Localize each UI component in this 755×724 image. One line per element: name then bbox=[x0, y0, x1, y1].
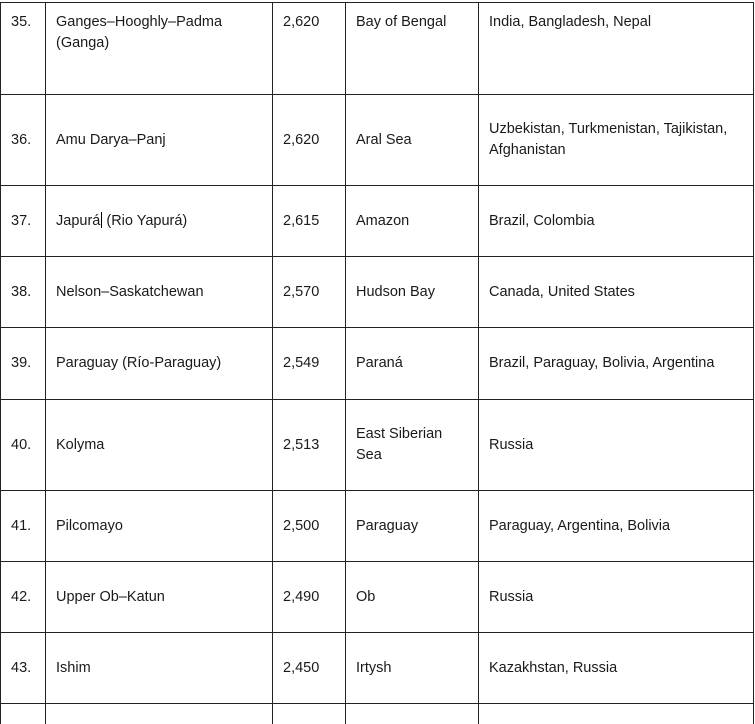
river-name-cell[interactable]: Ishim bbox=[46, 633, 273, 704]
countries-cell[interactable]: Brazil, Colombia bbox=[479, 186, 754, 257]
rank-cell[interactable]: 38. bbox=[1, 257, 46, 328]
table-row bbox=[1, 704, 754, 724]
river-name-part: Japurá bbox=[56, 212, 101, 229]
rank-cell[interactable]: 41. bbox=[1, 491, 46, 562]
document-table-region bbox=[0, 2, 754, 724]
rank-cell[interactable]: 36. bbox=[1, 95, 46, 186]
table-row bbox=[1, 400, 754, 491]
river-name-cell[interactable]: Nelson–Saskatchewan bbox=[46, 257, 273, 328]
length-cell[interactable] bbox=[273, 704, 346, 724]
river-name-cell[interactable] bbox=[46, 704, 273, 724]
length-cell[interactable]: 2,620 bbox=[273, 95, 346, 186]
length-cell[interactable]: 2,490 bbox=[273, 562, 346, 633]
river-name-cell[interactable]: Upper Ob–Katun bbox=[46, 562, 273, 633]
length-cell[interactable]: 2,513 bbox=[273, 400, 346, 491]
rank-cell[interactable]: 43. bbox=[1, 633, 46, 704]
outflow-cell[interactable] bbox=[346, 704, 479, 724]
river-name-cell[interactable]: Paraguay (Río-Paraguay) bbox=[46, 328, 273, 400]
rank-cell[interactable]: 40. bbox=[1, 400, 46, 491]
countries-cell[interactable]: Paraguay, Argentina, Bolivia bbox=[479, 491, 754, 562]
rivers-table bbox=[0, 2, 754, 724]
table-row bbox=[1, 257, 754, 328]
length-cell[interactable]: 2,500 bbox=[273, 491, 346, 562]
countries-cell[interactable]: Brazil, Paraguay, Bolivia, Argentina bbox=[479, 328, 754, 400]
table-row bbox=[1, 491, 754, 562]
river-name-cell[interactable] bbox=[46, 186, 273, 257]
outflow-cell[interactable]: Irtysh bbox=[346, 633, 479, 704]
table-row bbox=[1, 3, 754, 95]
countries-cell[interactable]: Russia bbox=[479, 562, 754, 633]
countries-cell[interactable]: Canada, United States bbox=[479, 257, 754, 328]
table-row bbox=[1, 95, 754, 186]
river-name-cell[interactable]: Kolyma bbox=[46, 400, 273, 491]
rank-cell[interactable]: 39. bbox=[1, 328, 46, 400]
outflow-cell[interactable]: Bay of Bengal bbox=[346, 3, 479, 95]
table-row bbox=[1, 328, 754, 400]
length-cell[interactable]: 2,615 bbox=[273, 186, 346, 257]
length-cell[interactable]: 2,570 bbox=[273, 257, 346, 328]
rank-cell[interactable]: 35. bbox=[1, 3, 46, 95]
length-cell[interactable]: 2,450 bbox=[273, 633, 346, 704]
outflow-cell[interactable]: Paraguay bbox=[346, 491, 479, 562]
outflow-cell[interactable]: Ob bbox=[346, 562, 479, 633]
table-row bbox=[1, 562, 754, 633]
outflow-cell[interactable]: Amazon bbox=[346, 186, 479, 257]
rank-cell[interactable]: 42. bbox=[1, 562, 46, 633]
river-name-cell[interactable]: Pilcomayo bbox=[46, 491, 273, 562]
countries-cell[interactable] bbox=[479, 704, 754, 724]
river-name-part: (Rio Yapurá) bbox=[102, 212, 188, 229]
outflow-cell[interactable]: Aral Sea bbox=[346, 95, 479, 186]
length-cell[interactable]: 2,620 bbox=[273, 3, 346, 95]
river-name-cell[interactable]: Ganges–Hooghly–Padma (Ganga) bbox=[46, 3, 273, 95]
table-row bbox=[1, 186, 754, 257]
countries-cell[interactable]: Uzbekistan, Turkmenistan, Tajikistan, Afghanistan bbox=[479, 95, 754, 186]
outflow-cell[interactable]: Hudson Bay bbox=[346, 257, 479, 328]
countries-cell[interactable]: Russia bbox=[479, 400, 754, 491]
river-name-cell[interactable]: Amu Darya–Panj bbox=[46, 95, 273, 186]
table-row bbox=[1, 633, 754, 704]
countries-cell[interactable]: Kazakhstan, Russia bbox=[479, 633, 754, 704]
rank-cell[interactable] bbox=[1, 704, 46, 724]
outflow-cell[interactable]: Paraná bbox=[346, 328, 479, 400]
rank-cell[interactable]: 37. bbox=[1, 186, 46, 257]
length-cell[interactable]: 2,549 bbox=[273, 328, 346, 400]
outflow-cell[interactable]: East Siberian Sea bbox=[346, 400, 479, 491]
countries-cell[interactable]: India, Bangladesh, Nepal bbox=[479, 3, 754, 95]
